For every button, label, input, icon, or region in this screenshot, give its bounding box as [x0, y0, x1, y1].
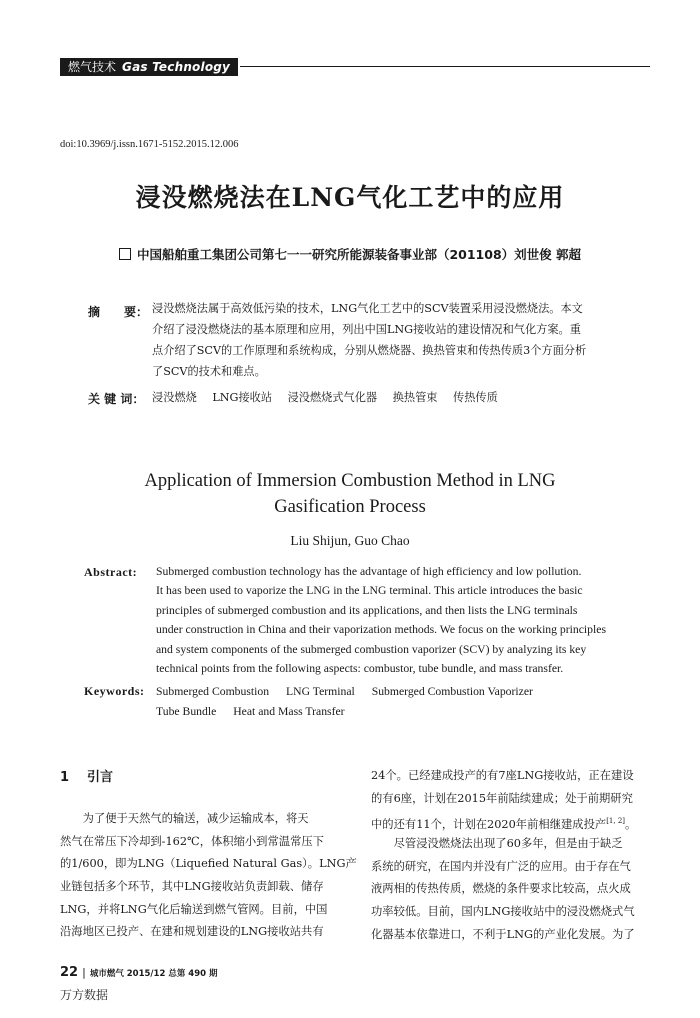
keyword-cn: 换热管束	[392, 391, 438, 404]
keywords-en-label: Keywords:	[84, 684, 145, 698]
square-bullet-icon	[119, 248, 131, 260]
paragraph-line: 为了便于天然气的输送，减少运输成本，将天	[60, 812, 309, 825]
section-header-cn: 燃气技术	[68, 60, 117, 74]
abstract-en-body	[156, 562, 636, 678]
abstract-en-line: and system components of the submerged combustion vaporizer (SCV) by analyzing its key	[156, 642, 587, 656]
article-title-cn: 浸没燃烧法在LNG气化工艺中的应用	[135, 183, 565, 212]
section-heading	[60, 766, 113, 785]
abstract-en-line: Submerged combustion technology has the advantage of high efficiency and low pollution.	[156, 565, 582, 578]
keyword-cn: 浸没燃烧	[152, 391, 197, 404]
watermark: 万方数据	[60, 988, 109, 1002]
affiliation-text: 中国船舶重工集团公司第七一一研究所能源装备事业部（201108）刘世俊 郭超	[136, 247, 582, 262]
paragraph-line: 沿海地区已投产、在建和规划建设的LNG接收站共有	[60, 925, 324, 939]
article-title-en-line: Application of Immersion Combustion Method in LNG	[144, 471, 556, 491]
doi: doi:10.3969/j.issn.1671-5152.2015.12.006	[60, 139, 239, 150]
affiliation	[0, 245, 700, 263]
header-rule	[240, 66, 650, 67]
section-header-en: Gas Technology	[122, 60, 231, 74]
page-footer	[60, 965, 217, 980]
abstract-en-line: under construction in China and their vaporization methods. We focus on the working principles	[156, 623, 607, 637]
abstract-en-line: principles of submerged combustion and its applications, and then lists the LNG terminals	[156, 603, 578, 617]
paragraph-line: 系统的研究，在国内并没有广泛的应用。由于存在气	[371, 859, 631, 873]
article-title-en	[0, 468, 700, 520]
keyword-cn: 浸没燃烧式气化器	[287, 391, 378, 404]
keyword-en: LNG Terminal	[286, 685, 355, 698]
section-header-label	[60, 58, 238, 76]
abstract-en-label: Abstract:	[84, 565, 138, 579]
section-number: 1	[60, 770, 70, 785]
journal-info: 城市燃气 2015/12 总第 490 期	[89, 969, 218, 979]
paragraph-line: 然气在常压下冷却到-162℃，体积缩小到常温常压下	[60, 834, 324, 848]
abstract-cn-line: 浸没燃烧法属于高效低污染的技术，LNG气化工艺中的SCV装置采用浸没燃烧法。本文	[152, 302, 583, 315]
keyword-en: Tube Bundle	[156, 704, 217, 718]
paragraph-line: 的1/600，即为LNG（Liquefied Natural Gas）。LNG产	[60, 857, 357, 871]
left-column	[60, 808, 357, 944]
paragraph-line: 功率较低。目前，国内LNG接收站中的浸没燃烧式气	[371, 905, 635, 919]
keyword-cn: LNG接收站	[212, 391, 273, 404]
paragraph-line: LNG，并将LNG气化后输送到燃气管网。目前，中国	[60, 902, 328, 916]
keyword-cn: 传热传质	[453, 391, 498, 404]
paragraph-line: 液两相的传热传质，燃烧的条件要求比较高，点火成	[371, 882, 631, 896]
paragraph-line-text: 中的还有11个，计划在2020年前相继建成投产	[371, 818, 607, 832]
abstract-en-line: It has been used to vaporize the LNG in the LNG terminal. This article introduces the basic	[156, 584, 583, 598]
keyword-en: Heat and Mass Transfer	[233, 704, 345, 718]
paragraph-line: 的有6座，计划在2015年前陆续建成；处于前期研究	[371, 791, 633, 805]
footer-divider: |	[82, 966, 86, 979]
abstract-cn-line: 介绍了浸没燃烧法的基本原理和应用，列出中国LNG接收站的建设情况和气化方案。重	[152, 323, 581, 336]
keywords-cn-label: 关 键 词：	[88, 392, 145, 406]
keywords-cn	[152, 387, 510, 408]
page-number: 22	[60, 965, 79, 980]
section-title: 引言	[87, 770, 114, 785]
keyword-en: Submerged Combustion	[156, 685, 270, 698]
keywords-en	[156, 682, 547, 721]
paragraph-line: 尽管浸没燃烧法出现了60多年，但是由于缺乏	[371, 837, 623, 851]
abstract-cn-line: 点介绍了SCV的工作原理和系统构成，分别从燃烧器、换热管束和传热传质3个方面分析	[152, 344, 587, 357]
abstract-cn-line: 了SCV的技术和难点。	[152, 365, 266, 378]
citation-tail: 。	[625, 818, 637, 832]
keyword-en: Submerged Combustion Vaporizer	[371, 685, 533, 698]
right-column	[371, 765, 661, 947]
paragraph-line: 业链包括多个环节，其中LNG接收站负责卸载、储存	[60, 880, 324, 894]
abstract-cn-label: 摘 要：	[88, 305, 149, 319]
abstract-cn-body	[152, 298, 652, 382]
authors-en: Liu Shijun, Guo Chao	[290, 533, 410, 548]
paragraph-line: 化器基本依靠进口，不利于LNG的产业化发展。为了	[371, 927, 635, 941]
paragraph-line: 24个。已经建成投产的有7座LNG接收站，正在建设	[371, 769, 634, 782]
citation-ref: [1, 2]	[606, 817, 626, 826]
abstract-en-line: technical points from the following aspects: combustor, tube bundle, and mass transfer.	[156, 661, 564, 675]
paragraph-line	[371, 810, 661, 833]
article-title-en-line: Gasification Process	[274, 497, 426, 517]
